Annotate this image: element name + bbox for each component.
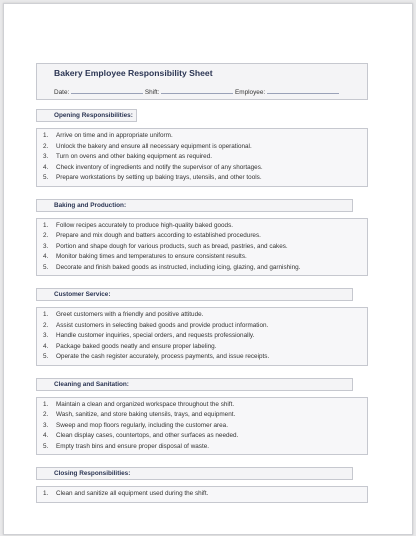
document-content [36, 63, 368, 503]
shift-label: Shift: [144, 89, 160, 96]
list-item-text: Clean display cases, countertops, and other surfaces as needed. [56, 432, 239, 439]
list-item-number: 1. [43, 400, 49, 408]
responsibility-list [43, 131, 367, 184]
section-heading: Opening Responsibilities: [36, 109, 137, 122]
list-item-text: Prepare and mix dough and batters according to established procedures. [56, 232, 261, 239]
responsibility-list-box [36, 218, 368, 277]
list-item-number: 4. [43, 432, 49, 439]
responsibility-list [43, 221, 367, 274]
list-item-text: Assist customers in selecting baked goods and provide product information. [56, 321, 269, 329]
list-item-number: 4. [43, 253, 49, 260]
list-item [43, 163, 367, 174]
header-box [36, 63, 368, 100]
list-item-number: 2. [43, 142, 49, 150]
shift-field[interactable] [161, 88, 233, 94]
list-item [43, 442, 367, 453]
form-fields-row [54, 88, 367, 96]
list-item-number: 3. [43, 332, 49, 339]
list-item-text: Clean and sanitize all equipment used during the shift. [56, 490, 209, 497]
list-item-number: 4. [43, 163, 49, 171]
list-item-number: 3. [43, 242, 49, 250]
list-item-number: 5. [43, 263, 49, 271]
list-item-text: Turn on ovens and other baking equipment as required. [56, 153, 212, 160]
list-item-text: Monitor baking times and temperatures to ensure consistent results. [56, 253, 247, 260]
list-item [43, 252, 367, 263]
list-item [43, 431, 367, 442]
list-item-number: 1. [43, 490, 49, 497]
employee-field[interactable] [267, 88, 339, 94]
list-item [43, 131, 367, 142]
section-heading-row [36, 194, 368, 212]
list-item-text: Package baked goods neatly and ensure proper labeling. [56, 342, 217, 350]
list-item [43, 221, 367, 232]
page-title: Bakery Employee Responsibility Sheet [54, 68, 213, 78]
section-heading: Cleaning and Sanitation: [36, 378, 353, 391]
section-heading-row [36, 104, 368, 122]
section-heading: Customer Service: [36, 288, 353, 301]
responsibility-list-box [36, 128, 368, 187]
list-item-number: 2. [43, 411, 49, 418]
responsibility-list-box [36, 486, 368, 503]
list-item-text: Operate the cash register accurately, process payments, and issue receipts. [56, 353, 270, 360]
responsibility-list-box [36, 397, 368, 456]
list-item-number: 1. [43, 132, 49, 139]
document-page [3, 3, 413, 535]
list-item-number: 3. [43, 153, 49, 160]
list-item [43, 310, 367, 321]
section-heading-row [36, 462, 368, 480]
list-item-text: Sweep and mop floors regularly, including the customer area. [56, 421, 228, 429]
list-item-number: 1. [43, 221, 49, 229]
section-heading-row [36, 373, 368, 391]
list-item-number: 5. [43, 442, 49, 450]
list-item-number: 4. [43, 342, 49, 350]
list-item-number: 1. [43, 311, 49, 318]
list-item-number: 2. [43, 232, 49, 239]
section-heading: Closing Responsibilities: [36, 467, 353, 480]
list-item-number: 2. [43, 321, 49, 329]
list-item [43, 231, 367, 242]
responsibility-list [43, 400, 367, 453]
list-item [43, 342, 367, 353]
list-item-text: Follow recipes accurately to produce high-quality baked goods. [56, 221, 234, 229]
list-item-text: Unlock the bakery and ensure all necessary equipment is operational. [56, 142, 252, 150]
list-item-text: Arrive on time and in appropriate uniform. [56, 132, 173, 139]
list-item [43, 489, 367, 500]
list-item-text: Prepare workstations by setting up baking trays, utensils, and other tools. [56, 174, 262, 181]
sections-container [36, 104, 368, 503]
list-item-text: Portion and shape dough for various products, such as bread, pastries, and cakes. [56, 242, 288, 250]
list-item [43, 173, 367, 184]
list-item [43, 331, 367, 342]
list-item [43, 152, 367, 163]
list-item [43, 352, 367, 363]
employee-label: Employee: [234, 89, 266, 96]
list-item [43, 242, 367, 253]
list-item-text: Greet customers with a friendly and positive attitude. [56, 311, 204, 318]
list-item [43, 400, 367, 411]
list-item [43, 321, 367, 332]
date-label: Date: [54, 89, 70, 96]
section-heading: Baking and Production: [36, 199, 353, 212]
date-field[interactable] [71, 88, 143, 94]
list-item-number: 3. [43, 421, 49, 429]
list-item-text: Check inventory of ingredients and notify the supervisor of any shortages. [56, 163, 263, 171]
list-item [43, 410, 367, 421]
list-item-number: 5. [43, 174, 49, 181]
list-item-number: 5. [43, 353, 49, 360]
list-item-text: Decorate and finish baked goods as instructed, including icing, glazing, and garnishing. [56, 263, 301, 271]
responsibility-list [43, 310, 367, 363]
responsibility-list-box [36, 307, 368, 366]
list-item-text: Maintain a clean and organized workspace throughout the shift. [56, 400, 235, 408]
list-item [43, 421, 367, 432]
list-item-text: Wash, sanitize, and store baking utensils, trays, and equipment. [56, 411, 236, 418]
list-item [43, 142, 367, 153]
list-item [43, 263, 367, 274]
list-item-text: Handle customer inquiries, special orders, and requests professionally. [56, 332, 255, 339]
responsibility-list [43, 489, 367, 500]
section-heading-row [36, 283, 368, 301]
list-item-text: Empty trash bins and ensure proper disposal of waste. [56, 442, 210, 450]
